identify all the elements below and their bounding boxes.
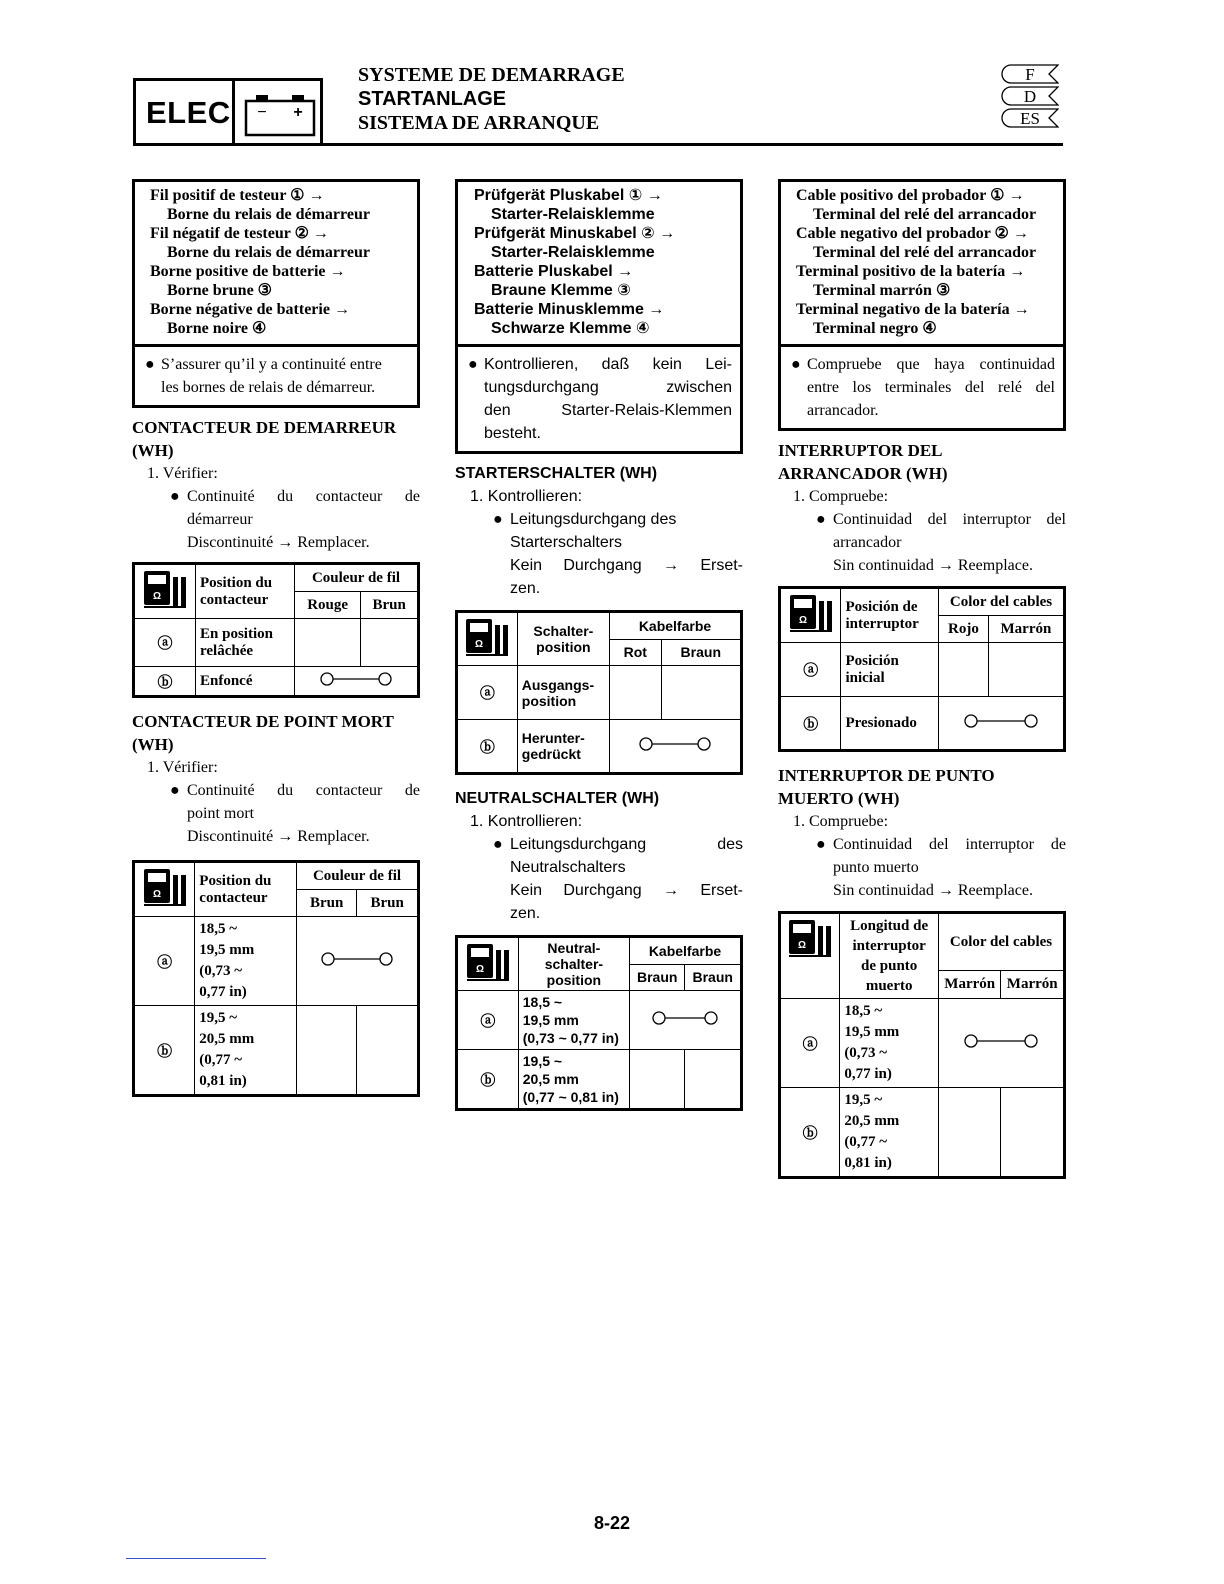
continuity-symbol (610, 720, 742, 774)
bullet-item: ● Continuidad del interruptor del (778, 508, 1066, 531)
color-col: Brun (297, 890, 357, 917)
position-value: 18,5 ~ 19,5 mm (0,73 ~ 0,77 in) (840, 999, 939, 1088)
bullet-icon: ● (493, 511, 503, 528)
header-position: Position du contacteur (196, 564, 295, 619)
note-line: tungsdurchgang zwischen (484, 379, 732, 396)
note-spanish (781, 347, 1063, 428)
tester-icon-cell (134, 862, 195, 917)
color-col: Marrón (1001, 971, 1065, 999)
svg-text:Ω: Ω (475, 639, 484, 650)
color-col: Marrón (939, 971, 1001, 999)
procedure-box-spanish (778, 179, 1066, 431)
position-label: Ausgangs- position (517, 666, 609, 720)
lang-badge-f (1001, 64, 1059, 84)
header-position: Schalter- position (517, 612, 609, 666)
position-mark: ⓑ (457, 1050, 519, 1110)
position-mark: ⓑ (780, 1088, 840, 1178)
continuity-table-starter-fr (132, 562, 420, 698)
step-line: Braune Klemme ③ (491, 282, 631, 299)
tester-icon-cell (780, 588, 841, 643)
bullet-item: ● Continuité du contacteur de (132, 779, 420, 802)
footer-rule (126, 1558, 266, 1559)
continuity-table-starter-es (778, 586, 1066, 752)
color-col: Brun (361, 592, 419, 619)
tester-icon (788, 591, 834, 635)
steps-spanish (781, 179, 1063, 344)
position-value: 18,5 ~ 19,5 mm (0,73 ~ 0,77 in) (518, 991, 629, 1050)
svg-text:Ω: Ω (152, 889, 161, 900)
result-text: zen. (510, 905, 541, 922)
position-mark: ⓑ (134, 1006, 195, 1096)
bullet-item: ● Leitungsdurchgang des (455, 508, 743, 531)
color-col: Braun (661, 639, 741, 665)
result-text: Kein Durchgang → Erset- (510, 882, 743, 899)
lang-d-label: D (1023, 87, 1037, 106)
result-text: Kein Durchgang → Erset- (510, 557, 743, 574)
elec-label: ELEC (146, 95, 231, 130)
title-german: STARTANLAGE (358, 88, 507, 110)
header-position: Position du contacteur (195, 862, 297, 917)
step-line: Borne du relais de démarreur (167, 206, 370, 223)
color-col: Braun (630, 964, 685, 990)
header-wire-color: Color del cables (939, 588, 1065, 616)
tester-icon-cell (780, 913, 840, 999)
position-mark: ⓐ (457, 991, 519, 1050)
step-line: Borne du relais de démarreur (167, 244, 370, 261)
step-line: Starter-Relaisklemme (491, 206, 655, 223)
position-mark: ⓑ (457, 720, 518, 774)
bullet-icon: ● (170, 488, 180, 505)
tester-icon (142, 567, 188, 611)
bullet-continuation: point mort (187, 805, 255, 822)
continuity-symbol (630, 991, 742, 1050)
position-label: Posición inicial (841, 643, 939, 697)
check-label: 1. Kontrollieren: (470, 488, 583, 505)
note-line: S’assurer qu’il y a continuité entre (161, 356, 382, 373)
lang-es-label: ES (1020, 109, 1040, 128)
bullet-item: ● Leitungsdurchgang des (455, 833, 743, 856)
svg-text:Ω: Ω (152, 591, 162, 602)
bullet-icon: ● (170, 782, 180, 799)
result-text: Discontinuité → Remplacer. (187, 534, 370, 551)
bullet-continuation: Starterschalters (510, 534, 623, 551)
note-line: les bornes de relais de démarreur. (161, 379, 376, 396)
position-value: 19,5 ~ 20,5 mm (0,77 ~ 0,81 in) (840, 1088, 939, 1178)
page-titles (358, 63, 625, 135)
continuity-table-neutral-es (778, 911, 1066, 1179)
tester-icon (465, 940, 511, 984)
step-line: Borne noire ④ (167, 320, 267, 337)
continuity-symbol (939, 697, 1065, 751)
step-line: Prüfgerät Pluskabel ① → (474, 187, 663, 204)
step-line: Cable positivo del probador ① → (796, 187, 1025, 204)
note-french (135, 347, 417, 405)
check-label: 1. Kontrollieren: (470, 813, 583, 830)
bullet-continuation: arrancador (833, 534, 902, 551)
result-text: Discontinuité → Remplacer. (187, 828, 370, 845)
tester-icon-cell (457, 937, 519, 991)
note-line: Kontrollieren, daß kein Lei- (484, 356, 732, 373)
note-line: arrancador. (807, 402, 879, 419)
continuity-symbol (295, 667, 419, 697)
check-label: 1. Vérifier: (147, 759, 218, 776)
note-line: besteht. (484, 425, 541, 442)
position-label: Enfoncé (196, 667, 295, 697)
position-mark: ⓐ (457, 666, 518, 720)
bullet-icon: ● (816, 836, 826, 853)
step-line: Terminal negro ④ (813, 320, 937, 337)
tester-icon (142, 865, 188, 909)
bullet-icon: ● (493, 836, 503, 853)
header-wire-color: Kabelfarbe (610, 612, 742, 640)
step-line: Fil positif de testeur ① → (150, 187, 325, 204)
position-value: 19,5 ~ 20,5 mm (0,77 ~ 0,81 in) (518, 1050, 629, 1110)
bullet-continuation: punto muerto (833, 859, 919, 876)
section-title-neutral-switch: CONTACTEUR DE POINT MORT (WH) (132, 712, 394, 754)
position-value: 19,5 ~ 20,5 mm (0,77 ~ 0,81 in) (195, 1006, 297, 1096)
procedure-box-german (455, 179, 743, 454)
step-line: Terminal del relé del arrancador (813, 206, 1037, 223)
position-label: Herunter- gedrückt (517, 720, 609, 774)
check-label: 1. Vérifier: (147, 465, 218, 482)
color-col: Brun (357, 890, 419, 917)
step-line: Schwarze Klemme ④ (491, 320, 650, 337)
step-line: Borne brune ③ (167, 282, 273, 299)
header-position: Longitud de interruptor de punto muerto (840, 913, 939, 999)
tester-icon-cell (457, 612, 518, 666)
section-title-starter-switch: STARTERSCHALTER (WH) (455, 465, 658, 482)
step-line: Terminal negativo de la batería → (796, 301, 1030, 318)
step-line: Terminal marrón ③ (813, 282, 951, 299)
color-col: Rot (610, 639, 662, 665)
result-text: Sin continuidad → Reemplace. (833, 882, 1033, 899)
section-title-neutral-switch: NEUTRALSCHALTER (WH) (455, 790, 660, 807)
lang-badge-es (1001, 108, 1059, 128)
continuity-table-neutral-fr (132, 860, 420, 1097)
steps-french (135, 179, 417, 344)
header-position: Posición de interruptor (841, 588, 939, 643)
tester-icon (787, 916, 833, 960)
section-title-starter-switch: INTERRUPTOR DEL ARRANCADOR (WH) (778, 441, 948, 483)
battery-plus: + (293, 104, 303, 121)
title-french: SYSTEME DE DEMARRAGE (358, 64, 625, 86)
color-col: Marrón (988, 616, 1064, 643)
continuity-symbol (939, 999, 1065, 1088)
column-german (455, 162, 743, 1111)
step-line: Terminal del relé del arrancador (813, 244, 1037, 261)
check-label: 1. Compruebe: (793, 813, 889, 830)
step-line: Batterie Minusklemme → (474, 301, 665, 318)
header-wire-color: Color del cables (939, 913, 1065, 971)
continuity-symbol (297, 917, 419, 1006)
bullet-icon: ● (816, 511, 826, 528)
header-position: Neutral- schalter- position (518, 937, 629, 991)
header-wire-color: Kabelfarbe (630, 937, 742, 965)
color-col: Rojo (939, 616, 989, 643)
language-badges (1001, 64, 1059, 130)
steps-german (458, 179, 740, 344)
tester-icon-cell (134, 564, 196, 619)
position-label: En position relâchée (196, 619, 295, 667)
position-label: Presionado (841, 697, 939, 751)
bullet-item: ● Continuité du contacteur de (132, 485, 420, 508)
elec-logo (133, 78, 323, 146)
step-line: Starter-Relaisklemme (491, 244, 655, 261)
header-wire-color: Couleur de fil (297, 862, 419, 890)
section-title-starter-switch: CONTACTEUR DE DEMARREUR (WH) (132, 418, 397, 460)
bullet-continuation: démarreur (187, 511, 253, 528)
logo-divider (232, 81, 235, 143)
position-mark: ⓐ (780, 643, 841, 697)
svg-text:Ω: Ω (798, 615, 807, 626)
bullet-icon: ● (468, 356, 478, 373)
lang-f-label: F (1025, 65, 1035, 84)
note-line: den Starter-Relais-Klemmen (484, 402, 732, 419)
step-line: Borne positive de batterie → (150, 263, 346, 280)
battery-minus: − (257, 104, 267, 121)
column-spanish (778, 162, 1066, 1179)
step-line: Prüfgerät Minuskabel ② → (474, 225, 676, 242)
svg-text:Ω: Ω (798, 940, 807, 951)
note-line: entre los terminales del relé del (807, 379, 1055, 396)
step-line: Borne négative de batterie → (150, 301, 350, 318)
step-line: Batterie Pluskabel → (474, 263, 634, 280)
color-col: Rouge (295, 592, 361, 619)
check-label: 1. Compruebe: (793, 488, 889, 505)
section-title-neutral-switch: INTERRUPTOR DE PUNTO MUERTO (WH) (778, 766, 995, 808)
page-number: 8-22 (593, 1513, 631, 1533)
svg-text:Ω: Ω (475, 964, 484, 975)
lang-badge-d (1001, 86, 1059, 106)
position-mark: ⓐ (134, 619, 196, 667)
bullet-icon: ● (145, 356, 155, 373)
procedure-box-french (132, 179, 420, 408)
continuity-table-neutral-de (455, 935, 743, 1111)
bullet-continuation: Neutralschalters (510, 859, 626, 876)
note-line: Compruebe que haya continuidad (807, 356, 1055, 373)
position-mark: ⓐ (134, 917, 195, 1006)
title-spanish: SISTEMA DE ARRANQUE (358, 112, 600, 134)
battery-icon (242, 91, 318, 137)
position-value: 18,5 ~ 19,5 mm (0,73 ~ 0,77 in) (195, 917, 297, 1006)
step-line: Terminal positivo de la batería → (796, 263, 1026, 280)
tester-icon (464, 615, 510, 659)
header-rule (323, 143, 1063, 146)
bullet-icon: ● (791, 356, 801, 373)
column-french (132, 162, 420, 1097)
result-text: Sin continuidad → Reemplace. (833, 557, 1033, 574)
result-text: zen. (510, 580, 541, 597)
continuity-table-starter-de (455, 610, 743, 775)
header-wire-color: Couleur de fil (295, 564, 419, 592)
note-german (458, 347, 740, 451)
color-col: Braun (685, 964, 742, 990)
bullet-item: ● Continuidad del interruptor de (778, 833, 1066, 856)
position-mark: ⓑ (780, 697, 841, 751)
position-mark: ⓑ (134, 667, 196, 697)
step-line: Fil négatif de testeur ② → (150, 225, 329, 242)
position-mark: ⓐ (780, 999, 840, 1088)
step-line: Cable negativo del probador ② → (796, 225, 1029, 242)
